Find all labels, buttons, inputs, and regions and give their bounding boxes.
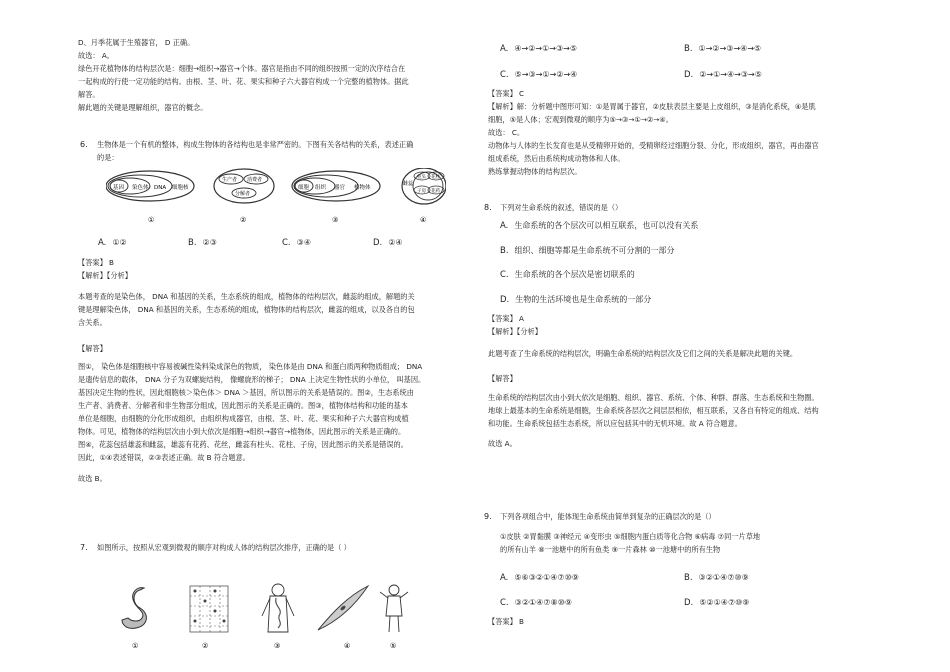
answer: 【答案】 A — [488, 314, 524, 323]
figure-label: ⑤ — [390, 642, 397, 650]
question-stem: 下列对生命系统的叙述，错误的是（） — [500, 203, 623, 212]
explain-line: 单位是细胞，由细胞的分化形成组织，由组织构成器官，由根、茎、叶、花、果实和种子六大器官构成植 — [78, 414, 409, 423]
diagram-label: 基因 — [113, 185, 125, 191]
analysis-line: 熟练掌握动物体的结构层次。 — [488, 167, 582, 176]
text-line: D、月季花属于生殖器官， D 正确。 — [78, 38, 195, 47]
conclusion: 故选 A。 — [488, 439, 517, 448]
stomach-image — [122, 588, 146, 650]
option-d[interactable]: D. 生物的生活环境也是生命系统的一部分 — [500, 295, 652, 305]
option-d[interactable]: D. ②④ — [373, 238, 403, 248]
diagram-label: DNA — [154, 185, 167, 191]
diagram-label: 子房 — [417, 189, 426, 194]
diagram-2 — [214, 169, 274, 224]
analysis-line: 含关系。 — [78, 318, 107, 327]
option-c[interactable]: C. ③②①④⑦⑧⑩⑨ — [500, 598, 573, 608]
analysis-line: 此题考查了生命系统的结构层次，明确生命系统的结构层次及它们之间的关系是解决此题的关键。 — [488, 349, 798, 358]
text-line: 一起构成的行使一定功能的结构。由根、茎、叶、花、果实和种子六大器官构成一个完整的植物体。据此 — [78, 77, 409, 86]
answer: 【答案】 B — [488, 617, 524, 626]
analysis-line: 细胞，⑤是人体；宏观到微观的顺序为⑤→③→①→②→④。 — [488, 115, 673, 124]
question-stem: 下列各项组合中，能体现生命系统由简单到复杂的正确层次的是（） — [500, 512, 716, 521]
structure-diagrams — [106, 168, 446, 228]
diagram-number: ④ — [420, 216, 427, 224]
explain-line: 和功能。生命系统包括生态系统，所以应包括其中的无机环境。故 A 符合题意。 — [488, 419, 742, 428]
option-c[interactable]: C. ③④ — [282, 238, 311, 248]
explain-line: 因此，①④表述错误，②③表述正确。故 B 符合题意。 — [78, 453, 250, 462]
option-c[interactable]: C. 生命系统的各个层次是密切联系的 — [500, 270, 635, 280]
explain-line: 地球上最基本的生命系统是细胞，生命系统各层次之间层层相依，相互联系，又各自有特定的组成、结构 — [488, 406, 819, 415]
explain-line: 物体。可见，植物体的结构层次由小到大依次是细胞→组织→器官→植物体，因此图示的关系是正确的。 — [78, 427, 406, 436]
option-d[interactable]: D. ②→①→④→③→⑤ — [684, 70, 762, 80]
option-b[interactable]: B. ③②①④⑦⑩⑨ — [684, 573, 749, 583]
question-stem: 生物体是一个有机的整体，构成生物体的各结构也是非常严密的。下图有关各结构的关系，表述正确 — [97, 140, 414, 149]
analysis-line: 故选： C。 — [488, 128, 525, 137]
digestive-system-image — [262, 584, 294, 650]
question-number: 7. — [80, 543, 88, 552]
question-items: 的所有山羊 ⑧一池塘中的所有鱼类 ⑨一片森林 ⑩一池塘中的所有生物 — [500, 545, 721, 554]
explain-line: 图④，花蕊包括雄蕊和雌蕊，雄蕊有花药、花丝，雌蕊有柱头、花柱、子房，因此图示的关系是错误的。 — [78, 440, 408, 449]
diagram-label: 植物体 — [354, 185, 371, 191]
analysis-heading: 【解析】【分析】 — [488, 327, 542, 336]
muscle-cell-image — [318, 586, 368, 650]
analysis-heading: 【解析】【分析】 — [78, 271, 132, 280]
diagram-label: 生产者 — [222, 177, 238, 183]
diagram-label: 花柱 — [431, 175, 440, 180]
analysis-line: 本题考查的是染色体， DNA 和基因的关系，生态系统的组成，植物体的结构层次，雌蕊的组成，解题的关 — [78, 292, 415, 301]
answer: 【答案】 B — [78, 258, 114, 267]
analysis-line: 组成系统，然后由系统构成动物体和人体。 — [488, 154, 625, 163]
diagram-number: ① — [148, 216, 155, 224]
option-c[interactable]: C. ⑤→③→①→②→④ — [500, 70, 578, 80]
explain-heading: 【解答】 — [78, 344, 107, 353]
diagram-label: 细胞 — [298, 185, 310, 191]
diagram-label: 分解者 — [235, 191, 251, 197]
question-number: 6. — [80, 140, 88, 149]
option-b[interactable]: B. ②③ — [188, 238, 217, 248]
diagram-3 — [292, 171, 380, 224]
question-stem: 如图所示，按照从宏观到微观的顺序对构成人体的结构层次排序，正确的是（ ） — [97, 543, 351, 552]
text-line: 解此题的关键是理解组织，器官的概念。 — [78, 103, 208, 112]
diagram-number: ② — [240, 216, 247, 224]
diagram-label: 染色体 — [132, 185, 149, 191]
explain-line: 是遗传信息的载体， DNA 分子为双螺旋结构， 像螺旋形的梯子； DNA 上决定生物性状的小单位， 叫基因。 — [78, 375, 426, 384]
question-stem: 的是： — [97, 153, 119, 162]
human-body-image — [380, 585, 408, 650]
diagram-1 — [106, 171, 194, 224]
option-a[interactable]: A. 生命系统的各个层次可以相互联系，也可以没有关系 — [500, 221, 699, 231]
option-a[interactable]: A. ④→②→①→③→⑤ — [500, 44, 578, 54]
diagram-number: ③ — [332, 216, 339, 224]
explain-line: 生产者、消费者、分解者和非生物部分组成，因此图示的关系是正确的。图③，植物体结构和功能的基本 — [78, 401, 408, 410]
figure-label: ② — [202, 642, 209, 650]
analysis-line: 动物体与人体的生长发育也是从受精卵开始的，受精卵经过细胞分裂、分化，形成组织，器官，再由器官 — [488, 141, 819, 150]
text-line: 故选： A。 — [78, 51, 114, 60]
diagram-label: 柱头 — [417, 175, 426, 180]
option-a[interactable]: A. ①② — [98, 238, 127, 248]
answer: 【答案】 C — [488, 89, 525, 98]
question-number: 9. — [484, 512, 492, 521]
diagram-label: 器官 — [334, 185, 346, 191]
figure-label: ① — [132, 642, 139, 650]
option-a[interactable]: A. ⑤⑥③②①④⑦⑩⑨ — [500, 573, 579, 583]
body-structure-figures — [118, 582, 418, 652]
text-line: 绿色开花植物体的结构层次是：细胞→组织→器官→个体。器官是指由不同的组织按照一定的次序结合在 — [78, 64, 406, 73]
figure-label: ④ — [344, 642, 351, 650]
analysis-line: 【解析】解：分析题中图形可知：①是胃属于器官，②皮肤表层主要是上皮组织，③是消化系统，④是肌 — [488, 102, 816, 111]
conclusion: 故选 B。 — [78, 474, 107, 483]
text-line: 解答。 — [78, 90, 100, 99]
explain-heading: 【解答】 — [488, 374, 517, 383]
question-number: 8. — [484, 203, 492, 212]
diagram-label: 消费者 — [247, 177, 263, 183]
diagram-label: 组织 — [315, 185, 327, 191]
diagram-label: 花药 — [431, 189, 440, 194]
diagram-label: 雌蕊 — [403, 181, 414, 187]
skin-tissue-image — [190, 586, 228, 650]
diagram-label: 细胞核 — [172, 185, 189, 191]
analysis-line: 键是理解染色体， DNA 和基因的关系，生态系统的组成，植物体的结构层次，雌蕊的组成，以及各自的包 — [78, 305, 415, 314]
explain-line: 图①， 染色体是细胞核中容易被碱性染料染成深色的物质， 染色体是由 DNA 和蛋白质两种物质组成； DNA — [78, 362, 423, 371]
option-b[interactable]: B. 组织、细胞等都是生命系统不可分割的一部分 — [500, 246, 675, 256]
explain-line: 生命系统的结构层次由小到大依次是细胞、组织、器官、系统、个体、种群、群落、生态系统和生物圈。 — [488, 393, 819, 402]
figure-label: ③ — [274, 642, 281, 650]
question-items: ①皮肤 ②胃黏膜 ③神经元 ④变形虫 ⑤细胞内蛋白质等化合物 ⑥病毒 ⑦同一片草地 — [500, 532, 761, 541]
option-b[interactable]: B. ①→②→③→④→⑤ — [684, 44, 762, 54]
option-d[interactable]: D. ⑤②①④⑦⑩⑨ — [684, 598, 750, 608]
explain-line: 基因决定生物的性状，因此细胞核＞染色体＞ DNA ＞基因，所以图示的关系是错误的。图②，生态系统由 — [78, 388, 414, 397]
diagram-4 — [402, 168, 446, 224]
